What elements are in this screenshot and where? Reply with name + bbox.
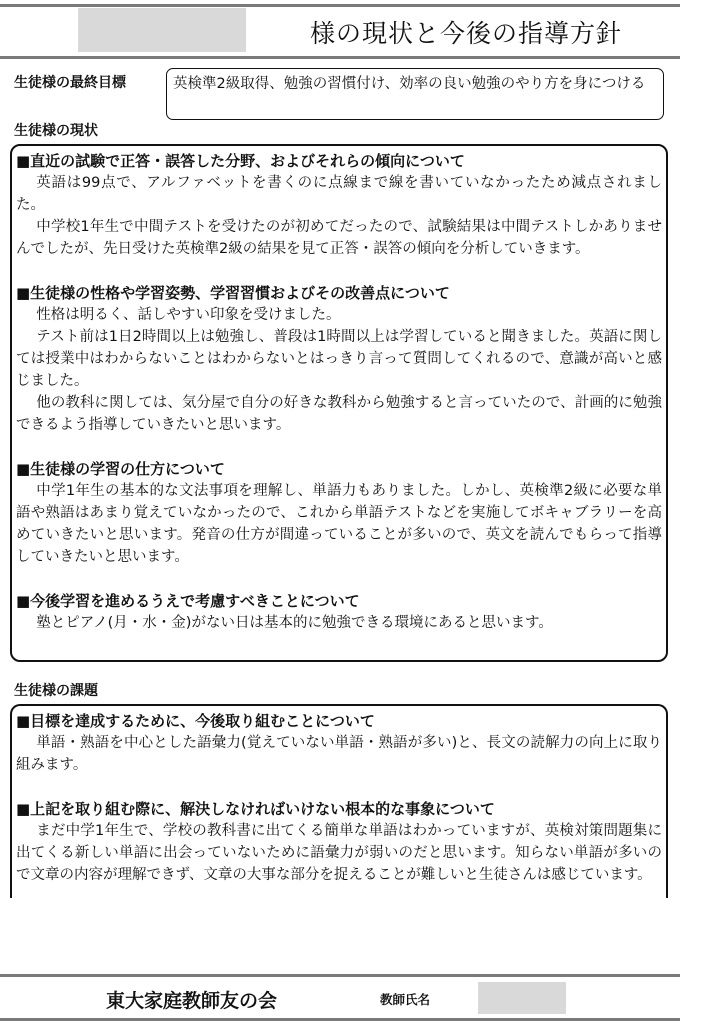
footer-bottom-rule (0, 1018, 680, 1021)
section-paragraph: 中学校1年生で中間テストを受けたのが初めてだったので、試験結果は中間テストしかありませんでしたが、先日受けた英検準2級の結果を見て正答・誤答の傾向を分析していきます。 (16, 219, 662, 257)
issues-section (16, 710, 662, 776)
status-section (16, 282, 662, 436)
student-name-redacted (78, 8, 246, 52)
issues-label: 生徒様の課題 (14, 683, 98, 699)
teacher-name-label: 教師氏名 (380, 992, 431, 1007)
status-panel (10, 144, 668, 662)
section-heading: ■上記を取り組む際に、解決しなければいけない根本的な事象について (16, 800, 495, 818)
section-paragraph: 中学1年生の基本的な文法事項を理解し、単語力もありました。しかし、英検準2級に必要な単語や熟語はあまり覚えていなかったので、これから単語テストなどを実施してボキャブラリーを高めていきたいと思います。発音の仕方が間違っていることが多いので、英文を読んでもらって指導していきたいと思います。 (16, 483, 662, 565)
status-section (16, 458, 662, 568)
goal-label: 生徒様の最終目標 (14, 75, 126, 91)
section-paragraph: 性格は明るく、話しやすい印象を受けました。 (36, 307, 341, 323)
status-section (16, 150, 662, 260)
issues-panel (10, 704, 668, 898)
status-section (16, 590, 662, 634)
organization-name: 東大家庭教師友の会 (106, 990, 278, 1012)
header-bottom-rule (0, 56, 680, 59)
section-paragraph: 塾とピアノ(月・水・金)がない日は基本的に勉強できる環境にあると思います。 (36, 615, 553, 631)
header-top-rule (0, 4, 680, 7)
section-heading: ■生徒様の性格や学習姿勢、学習習慣およびその改善点について (16, 284, 450, 302)
section-paragraph: 他の教科に関しては、気分屋で自分の好きな教科から勉強すると言っていたので、計画的に勉強できるよう指導していきたいと思います。 (16, 395, 662, 433)
section-heading: ■目標を達成するために、今後取り組むことについて (16, 712, 375, 730)
section-heading: ■生徒様の学習の仕方について (16, 460, 225, 478)
section-paragraph: テスト前は1日2時間以上は勉強し、普段は1時間以上は学習していると聞きました。英語に関しては授業中はわからないことはわからないとはっきり言って質問してくれるので、意識が高いと感じました。 (16, 329, 662, 389)
section-paragraph: まだ中学1年生で、学校の教科書に出てくる簡単な単語はわかっていますが、英検対策問題集に出てくる新しい単語に出会っていないために語彙力が弱いのだと思います。知らない単語が多いので文章の内容が理解できず、文章の大事な部分を捉えることが難しいと生徒さんは感じています。 (16, 823, 662, 883)
section-paragraph: 英語は99点で、アルファベットを書くのに点線まで線を書いていなかったため減点されました。 (16, 175, 662, 213)
teacher-name-redacted (478, 982, 566, 1014)
section-heading: ■直近の試験で正答・誤答した分野、およびそれらの傾向について (16, 152, 465, 170)
goal-box (166, 68, 664, 120)
section-heading: ■今後学習を進めるうえで考慮すべきことについて (16, 592, 360, 610)
section-paragraph: 単語・熟語を中心とした語彙力(覚えていない単語・熟語が多い)と、長文の読解力の向上に取り組みます。 (16, 735, 662, 773)
status-label: 生徒様の現状 (14, 123, 98, 139)
page-title: 様の現状と今後の指導方針 (310, 19, 623, 48)
goal-text: 英検準2級取得、勉強の習慣付け、効率の良い勉強のやり方を身につける (173, 76, 646, 92)
footer-top-rule (0, 974, 680, 977)
issues-section (16, 798, 662, 886)
